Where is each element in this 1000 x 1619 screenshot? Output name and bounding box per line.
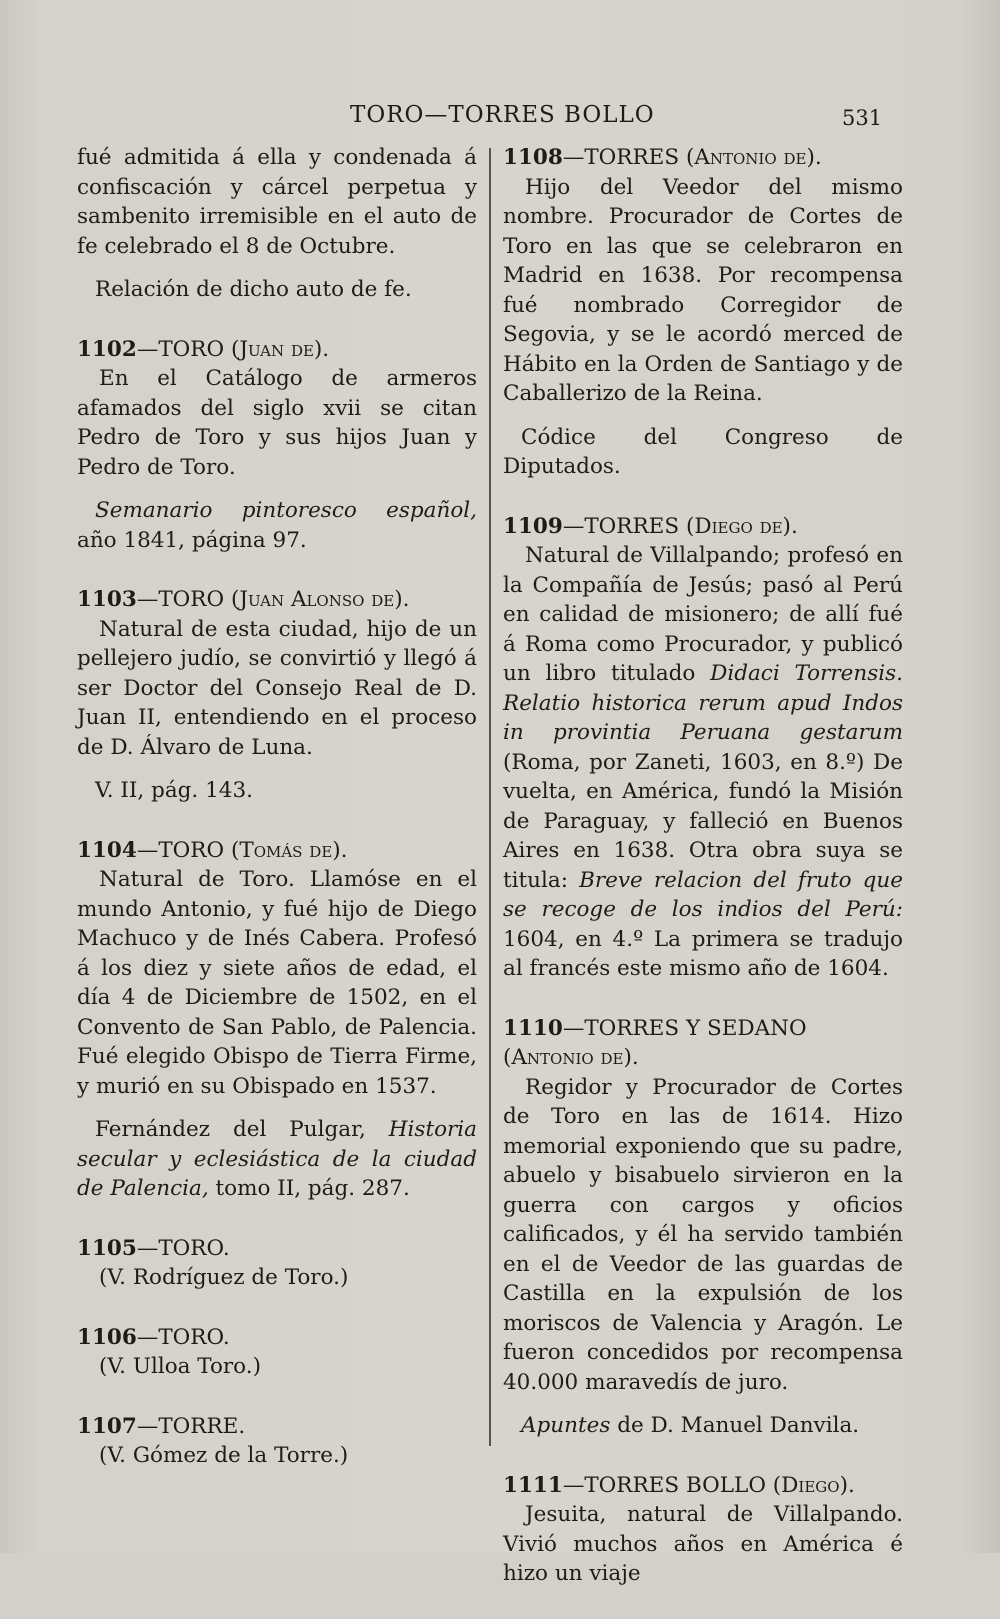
entry-number: 1105 <box>77 1235 137 1261</box>
entry-qualifier: (Antonio de). <box>503 1045 639 1070</box>
source-detail: de D. Manuel Danvila. <box>610 1413 860 1438</box>
entry-body: (V. Gómez de la Torre.) <box>99 1443 349 1468</box>
page-number: 531 <box>842 106 883 130</box>
entry-source <box>77 1115 477 1204</box>
source-author: Fernández del Pulgar, <box>95 1117 389 1142</box>
entry-body <box>503 541 903 984</box>
entry-body: Hijo del Veedor del mismo nombre. Procurador de Cortes de Toro en las que se celebraron en Madrid en 1638. Por recompensa fué nombrado Corregidor de Segovia, y se le acordó merced de Hábito en la Orden de Santiago y de Caballerizo de la Reina. <box>503 174 903 406</box>
entry-source: Relación de dicho auto de fe. <box>95 277 412 302</box>
entry-qualifier: (Antonio de). <box>685 145 822 170</box>
entry-body: En el Catálogo de armeros afamados del siglo xvii se citan Pedro de Toro y sus hijos Juan y Pedro de Toro. <box>77 366 477 480</box>
entry-qualifier: (Juan Alonso de). <box>230 587 410 612</box>
entry-heading: 1107—TORRE. <box>77 1413 246 1439</box>
entry-body: Natural de esta ciudad, hijo de un pellejero judío, se convirtió y llegó á ser Doctor del Consejo Real de D. Juan II, entendiendo en el proceso de D. Álvaro de Luna. <box>77 616 477 760</box>
entry-heading: 1108—TORRES (Antonio de). <box>503 145 822 170</box>
entry-heading: 1102—TORO (Juan de). <box>77 336 330 362</box>
body-text: (Roma, por Zaneti, 1603, en 8.º) De vuelta, en América, fundó la Misión de Paraguay, y falleció en Buenos Aires en 1638. Otra obra suya se titula: <box>503 749 903 893</box>
entry-1110 <box>503 1014 903 1441</box>
entry-body: Jesuita, natural de Villalpando. Vivió muchos años en América é hizo un viaje <box>503 1502 903 1586</box>
work-title: Breve relacion del fruto que se recoge de los indios del Perú: <box>503 867 904 922</box>
running-title: TORO—TORRES BOLLO <box>350 102 655 128</box>
left-column <box>77 143 477 1501</box>
entry-1107 <box>77 1412 477 1471</box>
entry-number: 1109 <box>503 513 563 539</box>
entry-1111 <box>503 1471 903 1589</box>
entry-number: 1108 <box>503 145 563 170</box>
entry-body: (V. Ulloa Toro.) <box>99 1354 261 1379</box>
source-title: Semanario pintoresco español, <box>95 498 477 523</box>
entry-number: 1106 <box>77 1324 137 1350</box>
entry-name: TORRES Y SEDANO <box>584 1015 807 1041</box>
entry-heading: 1110—TORRES Y SEDANO (Antonio de). <box>503 1015 807 1070</box>
source-detail: tomo II, pág. 287. <box>208 1176 410 1201</box>
entry-qualifier: (Tomás de). <box>230 837 348 863</box>
entry-1103 <box>77 585 477 806</box>
entry-heading: 1103—TORO (Juan Alonso de). <box>77 587 410 612</box>
entry-name: TORRE. <box>158 1413 246 1439</box>
entry-number: 1104 <box>77 837 137 863</box>
entry-source: V. II, pág. 143. <box>95 778 253 803</box>
entry-name: TORO <box>158 336 225 362</box>
entry-number: 1103 <box>77 587 137 612</box>
entry-name: TORO <box>158 587 225 612</box>
entry-name: TORRES BOLLO <box>584 1472 766 1498</box>
entry-name: TORO. <box>158 1235 230 1261</box>
entry-number: 1107 <box>77 1413 137 1439</box>
entry-1105 <box>77 1234 477 1293</box>
entry-source <box>77 496 477 555</box>
entry-number: 1111 <box>503 1472 563 1498</box>
right-column <box>503 143 903 1619</box>
entry-source <box>503 1411 903 1441</box>
work-title: Didaci Torrensis. Relatio historica rerum apud Indos in provintia Peruana gestarum <box>503 661 903 745</box>
entry-number: 1102 <box>77 336 137 362</box>
entry-1108 <box>503 143 903 482</box>
entry-qualifier: (Diego). <box>772 1472 855 1498</box>
entry-1106 <box>77 1323 477 1382</box>
source-title: Apuntes <box>521 1413 611 1438</box>
entry-1102 <box>77 335 477 556</box>
entry-heading: 1105—TORO. <box>77 1235 230 1261</box>
entry-qualifier: (Diego de). <box>685 513 798 539</box>
entry-heading: 1106—TORO. <box>77 1324 230 1350</box>
entry-name: TORO. <box>158 1324 230 1350</box>
entry-source: Códice del Congreso de Diputados. <box>503 424 903 479</box>
body-text: 1604, en 4.º La primera se tradujo al francés este mismo año de 1604. <box>503 926 903 981</box>
entry-1109 <box>503 512 903 984</box>
entry-heading: 1109—TORRES (Diego de). <box>503 513 798 539</box>
entry-name: TORRES <box>584 513 680 539</box>
entry-continuation <box>77 143 477 305</box>
entry-1104 <box>77 836 477 1204</box>
entry-body: fué admitida á ella y condenada á confiscación y cárcel perpetua y sambenito irremisible en el auto de fe celebrado el 8 de Octubre. <box>77 145 477 259</box>
entry-heading: 1104—TORO (Tomás de). <box>77 837 348 863</box>
entry-body: Natural de Toro. Llamóse en el mundo Antonio, y fué hijo de Diego Machuco y de Inés Cabera. Profesó á los diez y siete años de edad, el día 4 de Diciembre de 1502, en el Convento de San Pablo, de Palencia. Fué elegido Obispo de Tierra Firme, y murió en su Obispado en 1537. <box>77 867 477 1099</box>
entry-heading: 1111—TORRES BOLLO (Diego). <box>503 1472 855 1498</box>
running-header <box>0 100 1000 140</box>
entry-name: TORRES <box>584 145 680 170</box>
source-title: Historia secular y eclesiástica de la ciudad de Palencia, <box>77 1117 477 1201</box>
column-divider <box>489 148 491 1446</box>
source-detail: año 1841, página 97. <box>77 527 307 553</box>
entry-number: 1110 <box>503 1015 563 1041</box>
entry-name: TORO <box>158 837 225 863</box>
entry-body: (V. Rodríguez de Toro.) <box>99 1265 349 1290</box>
entry-body: Regidor y Procurador de Cortes de Toro en las de 1614. Hizo memorial exponiendo que su padre, abuelo y bisabuelo sirvieron en la guerra con cargos y oficios calificados, y él ha servido también en el de Veedor de las guardas de Castilla en la expulsión de los moriscos de Valencia y Aragón. Le fueron concedidos por recompensa 40.000 maravedís de juro. <box>503 1074 903 1395</box>
body-text: Natural de Villalpando; profesó en la Compañía de Jesús; pasó al Perú en calidad de misionero; de allí fué á Roma como Procurador, y publicó un libro titulado <box>503 543 903 686</box>
entry-qualifier: (Juan de). <box>230 336 330 362</box>
